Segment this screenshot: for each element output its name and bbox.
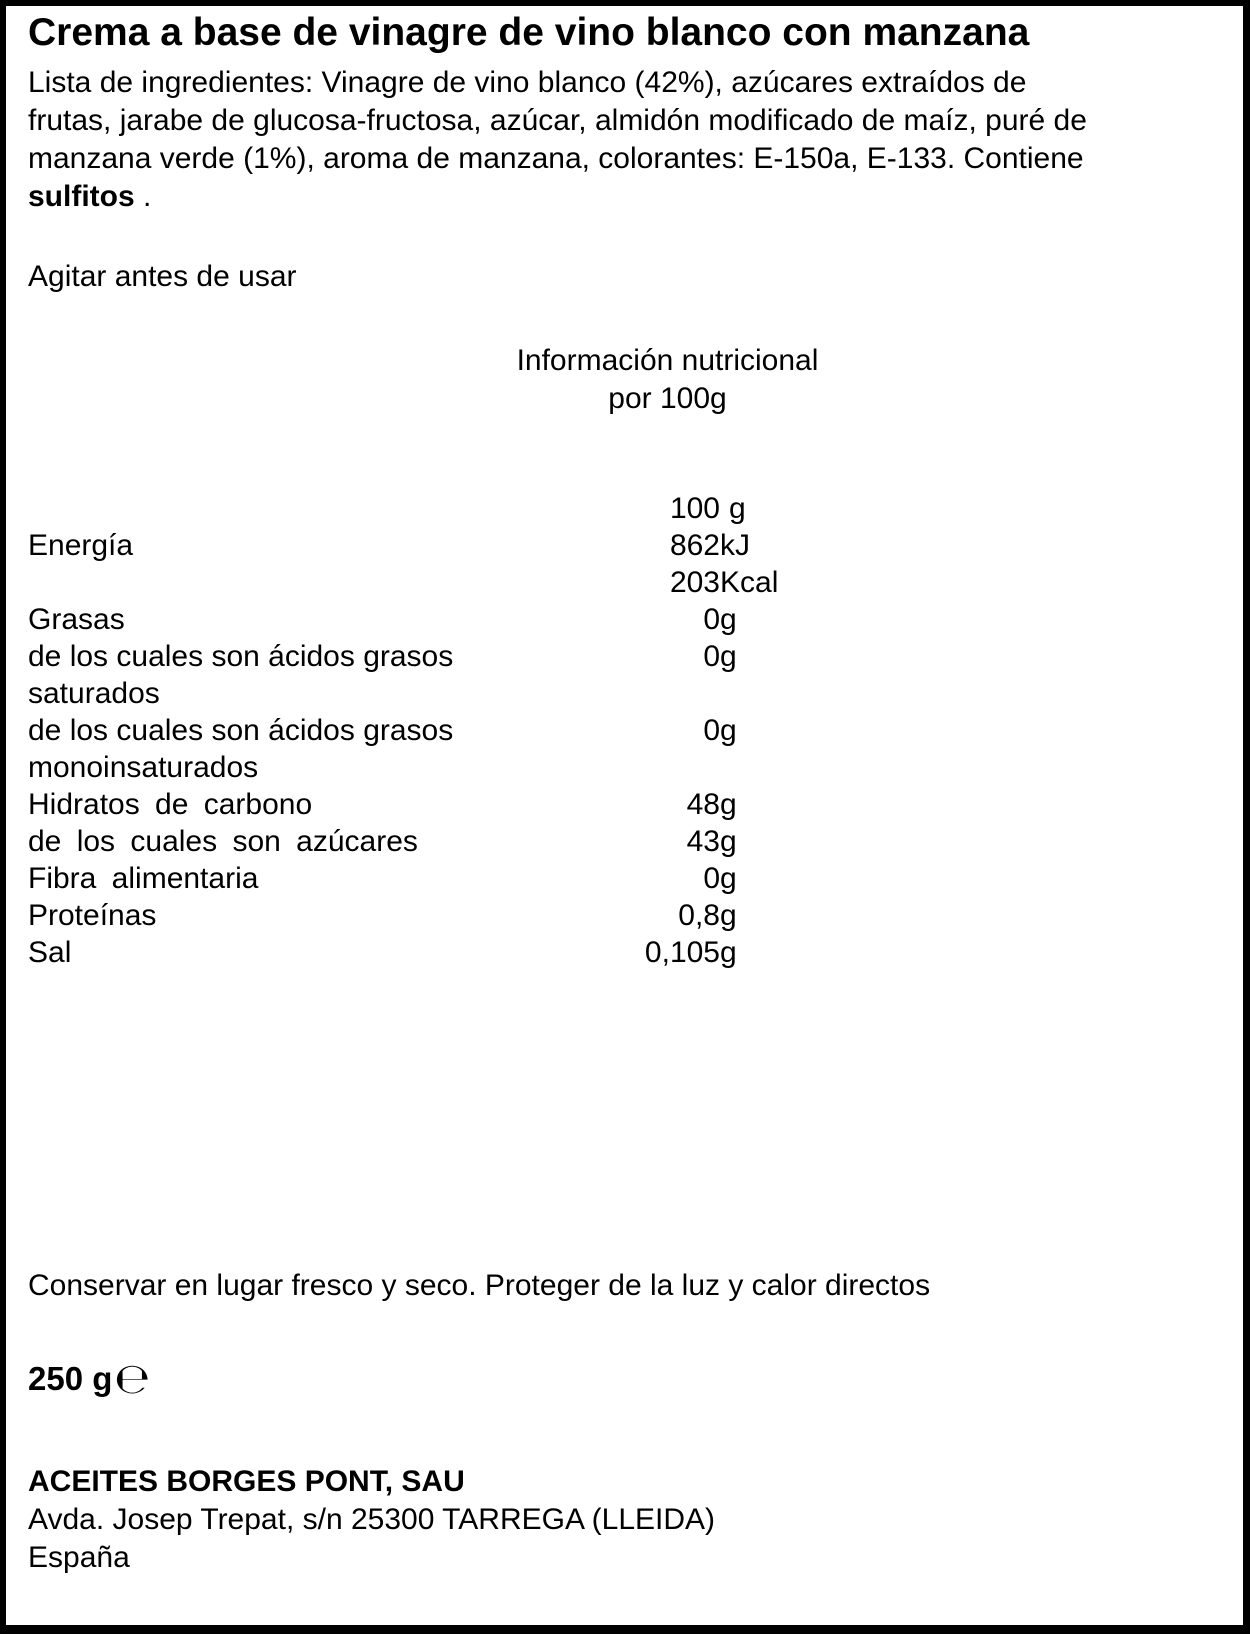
nutrition-unit: g	[720, 936, 737, 969]
nutrition-value: 0	[703, 862, 720, 895]
nutrition-label: Grasas	[28, 603, 125, 636]
nutrition-value: 0	[703, 603, 720, 636]
allergen-bold-text: sulfitos	[28, 180, 135, 213]
nutrition-table	[28, 490, 1223, 971]
nutrition-row	[28, 638, 1223, 675]
ingredients-line: frutas, jarabe de glucosa-fructosa, azúcar, almidón modificado de maíz, puré de	[28, 104, 1087, 137]
allergen-suffix: .	[143, 180, 152, 213]
nutrition-row	[28, 786, 1223, 823]
nutrition-value: 0,105	[644, 936, 720, 969]
nutrition-value: 0	[703, 640, 720, 673]
nutrition-label: Fibra alimentaria	[28, 862, 259, 895]
manufacturer-block	[28, 1463, 1223, 1577]
nutrition-unit	[720, 675, 1223, 712]
product-title: Crema a base de vinagre de vino blanco con manzana	[28, 11, 1030, 54]
storage-instructions: Conservar en lugar fresco y seco. Proteger de la luz y calor directos	[28, 1269, 931, 1302]
nutrition-row	[28, 823, 1223, 860]
nutrition-unit: kJ	[720, 529, 750, 562]
nutrition-subtitle: por 100g	[608, 382, 727, 415]
nutrition-value: 862	[669, 529, 720, 562]
nutrition-unit: g	[720, 603, 737, 636]
shake-instruction: Agitar antes de usar	[28, 260, 297, 293]
nutrition-row	[28, 527, 1223, 564]
nutrition-value: 48	[686, 788, 720, 821]
nutrition-row	[28, 860, 1223, 897]
nutrition-value: 100	[669, 492, 720, 525]
nutrition-value: 0,8	[678, 899, 720, 932]
nutrition-unit	[720, 749, 1223, 786]
net-weight	[28, 1354, 1223, 1403]
nutrition-label: de los cuales son ácidos grasos	[28, 640, 454, 673]
estimated-sign-icon: ℮	[114, 1354, 151, 1403]
nutrition-row	[28, 675, 1223, 712]
nutrition-row	[28, 564, 1223, 601]
nutrition-unit: g	[720, 640, 737, 673]
ingredients-allergen-line	[28, 178, 1223, 216]
manufacturer-country: España	[28, 1541, 130, 1574]
nutrition-value: 0	[703, 714, 720, 747]
nutrition-label: de los cuales son azúcares	[28, 825, 418, 858]
ingredients-paragraph	[28, 64, 1223, 216]
nutrition-label: saturados	[28, 677, 160, 710]
ingredients-line: manzana verde (1%), aroma de manzana, colorantes: E-150a, E-133. Contiene	[28, 142, 1084, 175]
nutrition-row	[28, 749, 1223, 786]
nutrition-label: monoinsaturados	[28, 751, 259, 784]
nutrition-value: 43	[686, 825, 720, 858]
manufacturer-address: Avda. Josep Trepat, s/n 25300 TARREGA (LLEIDA)	[28, 1503, 716, 1536]
nutrition-label: Proteínas	[28, 899, 157, 932]
nutrition-row	[28, 934, 1223, 971]
nutrition-unit: Kcal	[720, 566, 779, 599]
nutrition-unit: g	[720, 899, 737, 932]
nutrition-row	[28, 601, 1223, 638]
nutrition-unit: g	[720, 788, 737, 821]
nutrition-unit: g	[729, 492, 746, 525]
nutrition-value	[488, 749, 720, 786]
manufacturer-name: ACEITES BORGES PONT, SAU	[28, 1465, 465, 1498]
nutrition-unit: g	[720, 825, 737, 858]
nutrition-row	[28, 897, 1223, 934]
ingredients-line: Lista de ingredientes: Vinagre de vino blanco (42%), azúcares extraídos de	[28, 66, 1027, 99]
nutrition-header	[28, 342, 1223, 418]
nutrition-row	[28, 490, 1223, 527]
nutrition-unit: g	[720, 714, 737, 747]
nutrition-title: Información nutricional	[516, 344, 819, 377]
nutrition-label: Hidratos de carbono	[28, 788, 313, 821]
nutrition-value	[488, 675, 720, 712]
nutrition-row	[28, 712, 1223, 749]
nutrition-label: Energía	[28, 529, 134, 562]
nutrition-value: 203	[669, 566, 720, 599]
net-weight-value: 250 g	[28, 1360, 113, 1397]
nutrition-label	[28, 564, 488, 601]
nutrition-label: de los cuales son ácidos grasos	[28, 714, 454, 747]
nutrition-label: Sal	[28, 936, 72, 969]
nutrition-unit: g	[720, 862, 737, 895]
